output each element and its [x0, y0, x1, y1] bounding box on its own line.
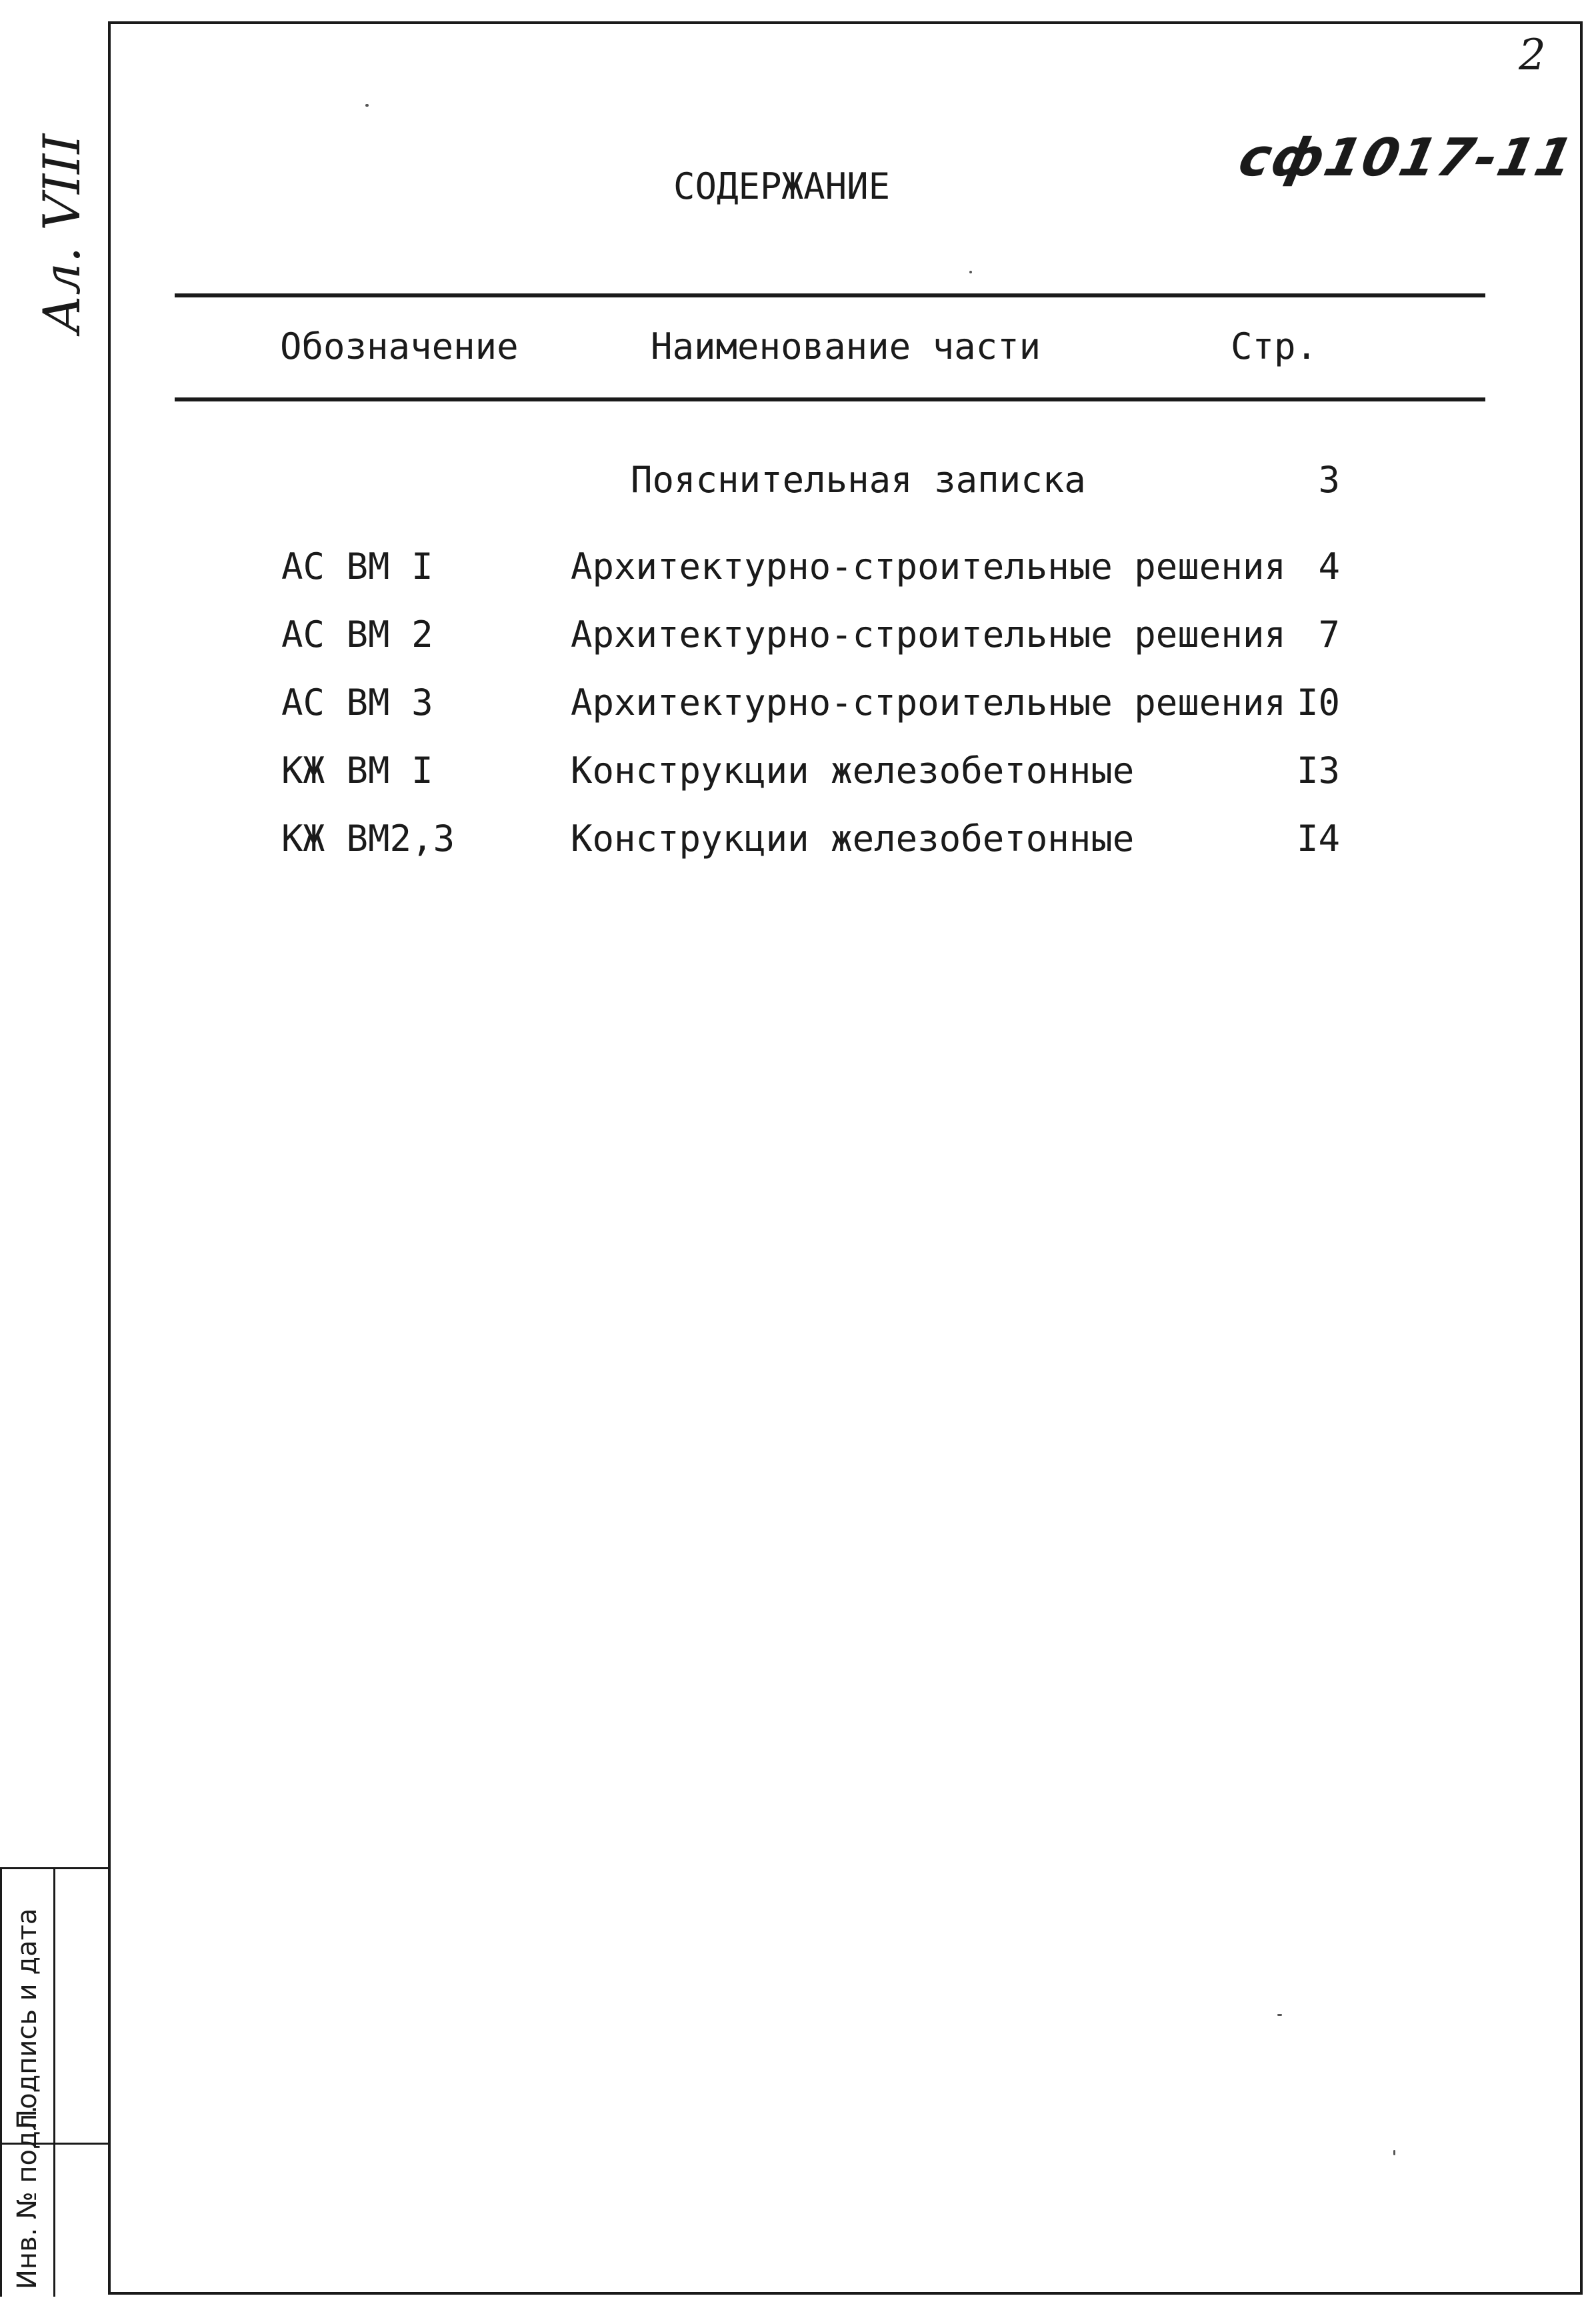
table-row [0, 459, 1596, 512]
table-row [0, 818, 1596, 871]
album-mark: Ал. VIII [32, 133, 91, 333]
table-row [0, 682, 1596, 735]
page-title: СОДЕРЖАНИЕ [673, 165, 891, 207]
row-code: АС ВМ 3 [281, 682, 433, 724]
row-page: I3 [1296, 750, 1340, 792]
table-row [0, 614, 1596, 667]
stamp-inventory-label: Инв. № подл. [12, 2105, 43, 2289]
table-row [0, 545, 1596, 599]
row-name: Архитектурно-строительные решения [571, 682, 1286, 724]
stamp-divider [53, 1869, 55, 2297]
table-top-rule [175, 293, 1485, 297]
table-row [0, 750, 1596, 803]
row-code: КЖ ВМ I [281, 750, 433, 792]
row-page: 7 [1318, 614, 1340, 656]
header-page: Стр. [1231, 325, 1318, 367]
table-header-rule [175, 397, 1485, 401]
row-code: АС ВМ 2 [281, 614, 433, 656]
header-code: Обозначение [280, 325, 519, 367]
row-name: Конструкции железобетонные [571, 750, 1135, 792]
row-page: I0 [1296, 682, 1340, 724]
scan-speck [365, 104, 369, 107]
document-code: сф1017-11 [1233, 128, 1580, 188]
row-name: Архитектурно-строительные решения [571, 614, 1286, 656]
row-name: Архитектурно-строительные решения [571, 545, 1286, 588]
stamp-divider [0, 1869, 2, 2297]
row-code: АС ВМ I [281, 545, 433, 588]
header-name: Наименование части [651, 325, 1041, 367]
scan-speck [1393, 2150, 1395, 2155]
row-code: КЖ ВМ2,3 [281, 818, 455, 860]
row-page: 4 [1318, 545, 1340, 588]
row-name: Конструкции железобетонные [571, 818, 1135, 860]
scan-speck [969, 271, 972, 273]
row-name: Пояснительная записка [631, 459, 1086, 501]
page-number: 2 [1519, 31, 1546, 80]
stamp-signature-label: Подпись и дата [12, 1908, 43, 2129]
scan-speck [1277, 2014, 1282, 2016]
stamp-block [0, 1867, 108, 2295]
row-page: I4 [1296, 818, 1340, 860]
row-page: 3 [1318, 459, 1340, 501]
